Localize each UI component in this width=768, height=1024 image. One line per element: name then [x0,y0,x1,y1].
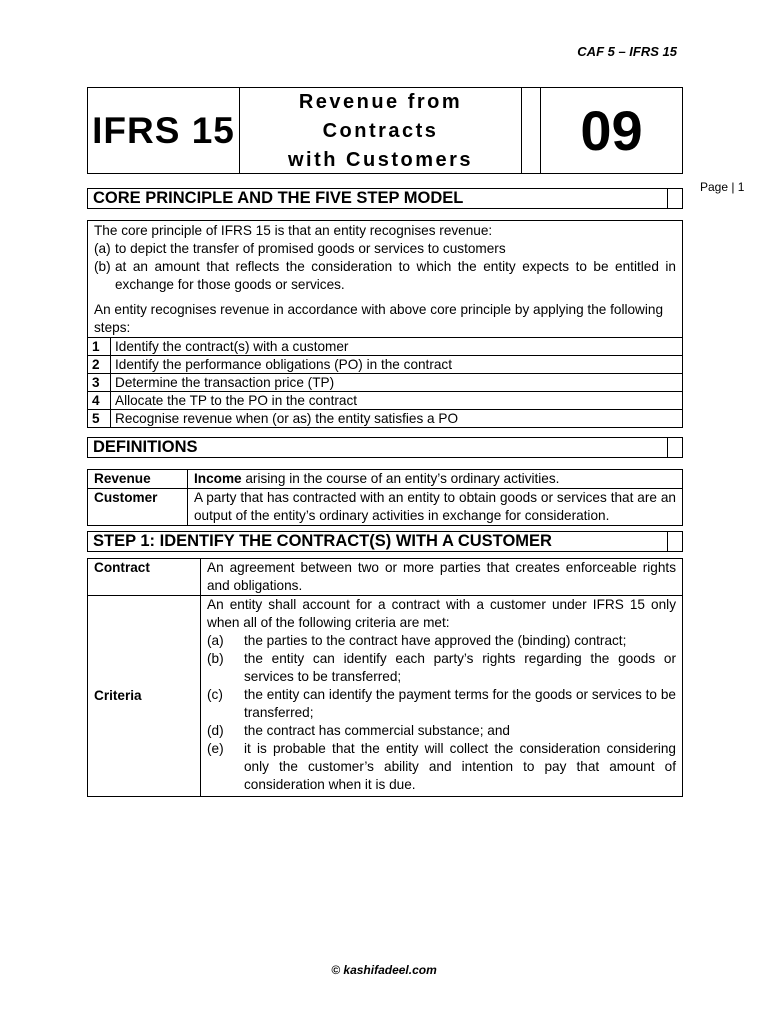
criteria-cell [201,596,683,797]
criteria-intro: An entity shall account for a contract with a customer under IFRS 15 only when all of the following criteria are met: [207,597,676,630]
core-principle-box [87,220,683,428]
criteria-item: (b) the entity can identify each party’s rights regarding the goods or services to be transferred; [207,651,676,684]
contract-term: Contract [88,559,201,596]
step1-table [88,559,682,796]
step1-box [87,558,683,797]
five-step-table [88,337,682,427]
chapter-title-box [87,87,683,174]
definition-row [88,489,682,526]
core-point: (a) to depict the transfer of promised goods or services to customers [94,241,506,256]
core-lead: An entity recognises revenue in accordance with above core principle by applying the following steps: [94,302,664,335]
definitions-table [88,470,682,525]
definitions-heading [87,437,683,458]
step-row: 1 Identify the contract(s) with a customer [88,338,682,356]
standard-name-line1: Revenue from Contracts [298,91,463,142]
step-row: 2 Identify the performance obligations (PO) in the contract [88,356,682,374]
definition-term: Customer [88,489,188,526]
core-principle-heading-text: CORE PRINCIPLE AND THE FIVE STEP MODEL [88,189,668,208]
title-spacer [522,88,541,173]
definition-text: A party that has contracted with an entity to obtain goods or services that are an output of the entity’s ordinary activities in exchange for consideration. [188,489,683,526]
core-principle-heading [87,188,683,209]
step1-heading [87,531,683,552]
step-row: 4 Allocate the TP to the PO in the contract [88,392,682,410]
footer-copyright: © kashifadeel.com [331,963,437,977]
definition-text: Income arising in the course of an entity’s ordinary activities. [194,471,560,486]
definitions-heading-text: DEFINITIONS [88,438,668,457]
page-number: Page | 1 [700,180,745,194]
step1-row [88,596,682,797]
step-row: 3 Determine the transaction price (TP) [88,374,682,392]
standard-name-line2: with Customers [287,149,474,171]
step-row: 5 Recognise revenue when (or as) the entity satisfies a PO [88,410,682,428]
chapter-number: 09 [580,99,643,162]
core-intro: The core principle of IFRS 15 is that an entity recognises revenue: [94,223,493,238]
standard-code: IFRS 15 [88,88,240,173]
criteria-item: (c) the entity can identify the payment terms for the goods or services to be transferred; [207,687,676,720]
contract-text: An agreement between two or more parties that creates enforceable rights and obligations. [207,560,676,593]
document-header: CAF 5 – IFRS 15 [577,44,677,59]
definition-term: Revenue [88,470,188,489]
criteria-item: (a) the parties to the contract have approved the (binding) contract; [207,633,627,648]
step1-heading-text: STEP 1: IDENTIFY THE CONTRACT(S) WITH A CUSTOMER [88,532,668,551]
definitions-box [87,469,683,526]
step1-row [88,559,682,596]
criteria-term: Criteria [88,596,201,797]
criteria-item: (e) it is probable that the entity will collect the consideration considering only the customer’s ability and intention to pay that amount of consideration when it is due. [207,741,676,792]
definition-row [88,470,682,489]
standard-name [240,88,522,173]
core-point: (b) at an amount that reflects the consideration to which the entity expects to be entitled in exchange for those goods or services. [94,259,676,292]
criteria-item: (d) the contract has commercial substance; and [207,723,510,738]
